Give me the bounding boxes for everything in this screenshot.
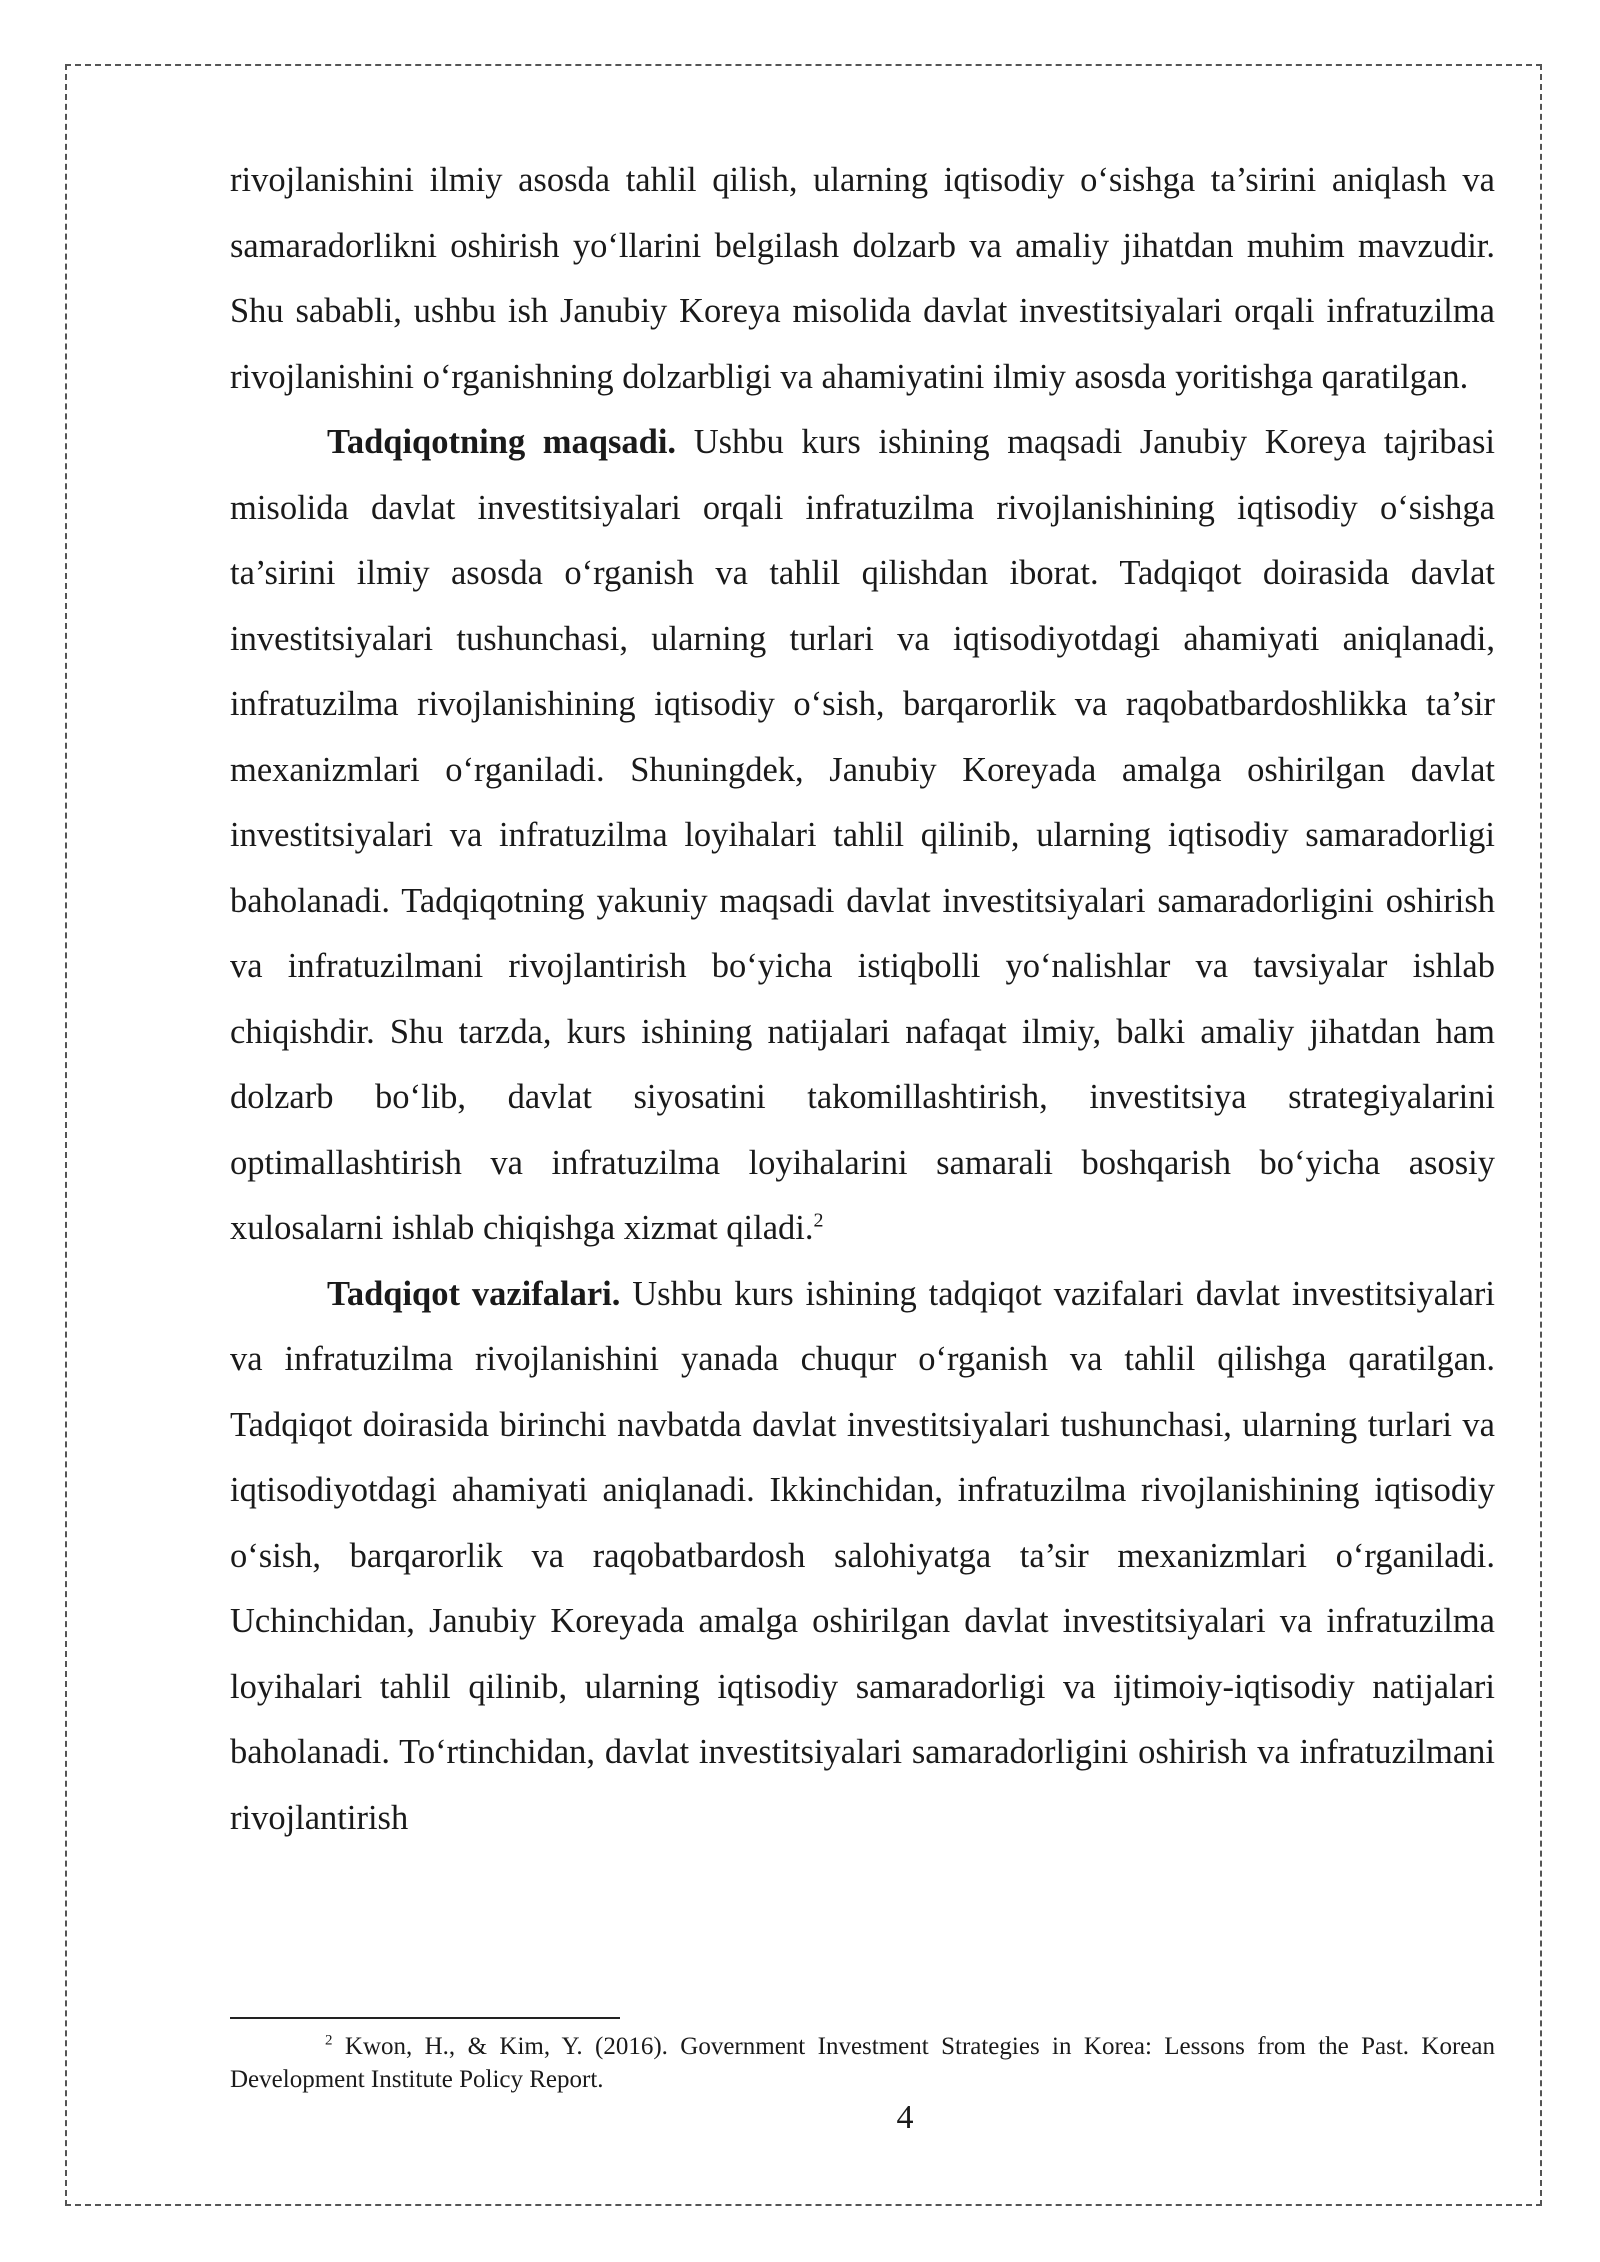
- footnote: [230, 2030, 1495, 2096]
- footnote-reference[interactable]: 2: [813, 1209, 824, 1232]
- footnote-separator: [230, 2017, 620, 2019]
- paragraph-text: Ushbu kurs ishining maqsadi Janubiy Koreya tajribasi misolida davlat investitsiyalari orqali infratuzilma rivojlanishining iqtisodiy o‘sishga ta’sirini ilmiy asosda o‘rganish va tahlil qilishdan iborat. Tadqiqot doirasida davlat investitsiyalari tushunchasi, ularning turlari va iqtisodiyotdagi ahamiyati aniqlanadi, infratuzilma rivojlanishining iqtisodiy o‘sish, barqarorlik va raqobatbardoshlikka ta’sir mexanizmlari o‘rganiladi. Shuningdek, Janubiy Koreyada amalga oshirilgan davlat investitsiyalari va infratuzilma loyihalari tahlil qilinib, ularning iqtisodiy samaradorligi baholanadi. Tadqiqotning yakuniy maqsadi davlat investitsiyalari samaradorligini oshirish va infratuzilmani rivojlantirish bo‘yicha istiqbolli yo‘nalishlar va tavsiyalar ishlab chiqishdir. Shu tarzda, kurs ishining natijalari nafaqat ilmiy, balki amaliy jihatdan ham dolzarb bo‘lib, davlat siyosatini takomillashtirish, investitsiya strategiyalarini optimallashtirish va infratuzilma loyihalarini samarali boshqarish bo‘yicha asosiy xulosalarni ishlab chiqishga xizmat qiladi.: [230, 423, 1495, 1247]
- section-heading-aim: Tadqiqotning maqsadi.: [327, 423, 677, 461]
- paragraph-research-tasks: [230, 1262, 1495, 1852]
- paragraph-intro-continuation: [230, 148, 1495, 410]
- footnote-text: Kwon, H., & Kim, Y. (2016). Government Investment Strategies in Korea: Lessons from the Past. Korean Development Institute Policy Report.: [230, 2033, 1495, 2093]
- paragraph-text: Ushbu kurs ishining tadqiqot vazifalari davlat investitsiyalari va infratuzilma rivojlanishini yanada chuqur o‘rganish va tahlil qilishga qaratilgan. Tadqiqot doirasida birinchi navbatda davlat investitsiyalari tushunchasi, ularning turlari va iqtisodiyotdagi ahamiyati aniqlanadi. Ikkinchidan, infratuzilma rivojlanishining iqtisodiy o‘sish, barqarorlik va raqobatbardosh salohiyatga ta’sir mexanizmlari o‘rganiladi. Uchinchidan, Janubiy Koreyada amalga oshirilgan davlat investitsiyalari va infratuzilma loyihalari tahlil qilinib, ularning iqtisodiy samaradorligi va ijtimoiy-iqtisodiy natijalari baholanadi. To‘rtinchidan, davlat investitsiyalari samaradorligini oshirish va infratuzilmani rivojlantirish: [230, 1274, 1495, 1837]
- paragraph-text: rivojlanishini ilmiy asosda tahlil qilish, ularning iqtisodiy o‘sishga ta’sirini aniqlash va samaradorlikni oshirish yo‘llarini belgilash dolzarb va amaliy jihatdan muhim mavzudir. Shu sababli, ushbu ish Janubiy Koreya misolida davlat investitsiyalari orqali infratuzilma rivojlanishini o‘rganishning dolzarbligi va ahamiyatini ilmiy asosda yoritishga qaratilgan.: [230, 161, 1495, 396]
- footnote-number: 2: [325, 2032, 333, 2049]
- page-number: 4: [896, 2099, 914, 2136]
- section-heading-tasks: Tadqiqot vazifalari.: [327, 1274, 621, 1313]
- paragraph-research-aim: [230, 410, 1495, 1262]
- document-body: [230, 148, 1495, 1851]
